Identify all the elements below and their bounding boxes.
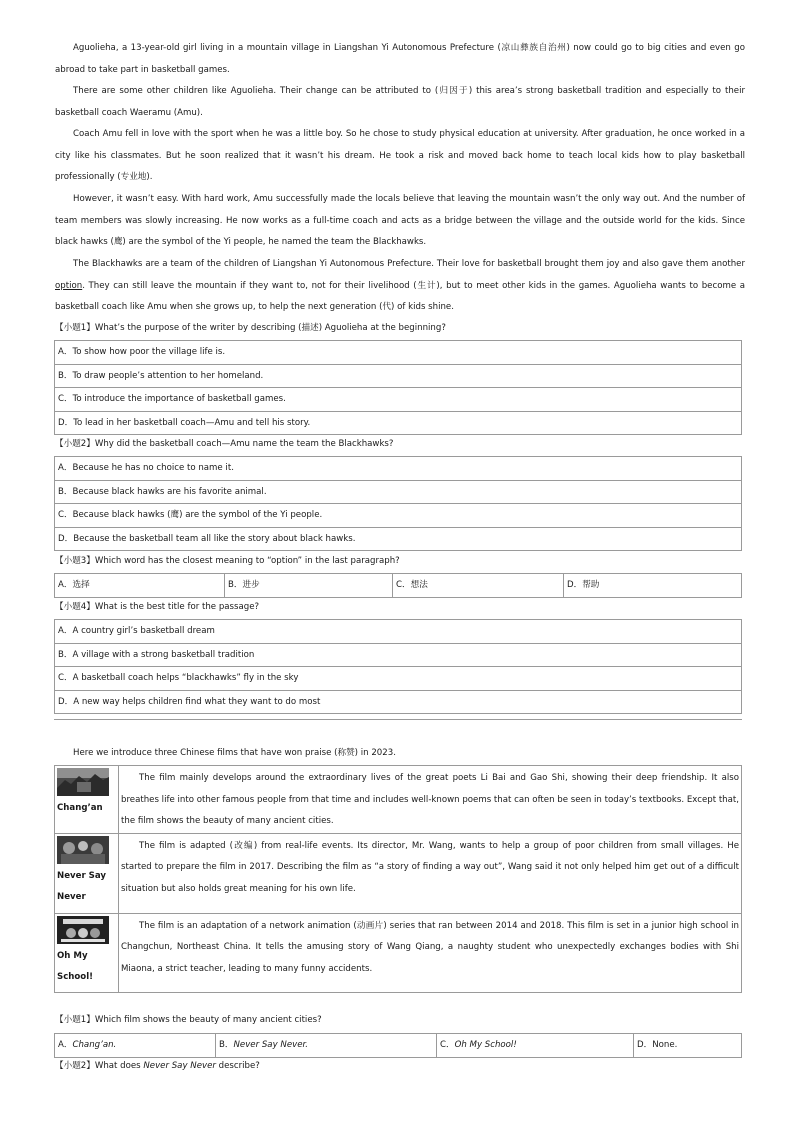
- question-1-options: [54, 340, 742, 435]
- underlined-word-option: option: [55, 280, 83, 291]
- question-3-label: 【小题3】Which word has the closest meaning to “option” in the last paragraph?: [55, 556, 400, 566]
- passage1-paragraph-4: However, it wasn’t easy. With hard work, Amu successfully made the locals believe that leaving the mountain wasn’t the only way out. And the number of team members was slowly increasing. He now works as a full-time coach and acts as a bridge between the village and the outside world for the kids. Since black hawks (鹰) are the symbol of the Yi people, he named the team the Blackhawks.: [55, 194, 745, 247]
- option-d[interactable]: D．Because the basketball team all like the story about black hawks.: [55, 527, 742, 551]
- option-a[interactable]: A．To show how poor the village life is.: [55, 341, 742, 365]
- passage1-paragraph-3: Coach Amu fell in love with the sport when he was a little boy. So he chose to study physical education at university. After graduation, he once worked in a city like his classmates. But he soon realized that it wasn’t his dream. He took a risk and moved back home to teach local kids how to play basketball professionally (专业地).: [55, 129, 745, 182]
- option-a[interactable]: A．Chang’an.: [55, 1034, 216, 1058]
- option-b[interactable]: B．Because black hawks are his favorite animal.: [55, 480, 742, 504]
- film-poster-image: [57, 836, 109, 864]
- option-c[interactable]: C．To introduce the importance of basketball games.: [55, 388, 742, 412]
- film-row: [55, 913, 742, 992]
- film-thumb-cell: [55, 766, 119, 834]
- question-4-label: 【小题4】What is the best title for the passage?: [55, 602, 260, 612]
- films-table: [54, 765, 742, 993]
- option-b[interactable]: B．Never Say Never.: [216, 1034, 437, 1058]
- film-poster-image: [57, 916, 109, 944]
- question-3-options: [54, 573, 742, 598]
- passage1-paragraph-2: There are some other children like Aguolieha. Their change can be attributed to (归因于) this area’s strong basketball tradition and especially to their basketball coach Waeramu (Amu).: [55, 86, 745, 118]
- film-row: [55, 766, 742, 834]
- film-poster-image: [57, 768, 109, 796]
- option-d[interactable]: D．A new way helps children find what they want to do most: [55, 690, 742, 714]
- question-2-label: 【小题2】Why did the basketball coach—Amu name the team the Blackhawks?: [55, 439, 394, 449]
- passage2-question-1-options: [54, 1033, 742, 1058]
- film-description: The film is adapted (改编) from real-life events. Its director, Mr. Wang, wants to help a group of poor children from small villages. He started to prepare the film in 2017. Describing the film as “a story of finding a way out”, Wang said it not only helped him get out of a difficult situation but also holds great meaning for his own life.: [119, 833, 742, 913]
- option-c[interactable]: C．A basketball coach helps “blackhawks” fly in the sky: [55, 667, 742, 691]
- passage1-paragraph-1: Aguolieha, a 13-year-old girl living in a mountain village in Liangshan Yi Autonomous Prefecture (凉山彝族自治州) now could go to big cities and even go abroad to take part in basketball games.: [55, 43, 745, 75]
- question-4-options: [54, 619, 742, 714]
- option-b[interactable]: B．To draw people’s attention to her homeland.: [55, 364, 742, 388]
- question-2-options: [54, 456, 742, 551]
- option-b[interactable]: B．进步: [225, 574, 393, 598]
- passage2-intro: Here we introduce three Chinese films that have won praise (称赞) in 2023.: [73, 748, 396, 758]
- film-name: Never Say Never: [57, 870, 107, 902]
- film-description: The film mainly develops around the extraordinary lives of the great poets Li Bai and Gao Shi, showing their deep friendship. It also breathes life into other famous people from that time and includes well-known poems that can often be seen in today’s textbooks. Except that, the film shows the beauty of many ancient cities.: [119, 766, 742, 834]
- film-row: [55, 833, 742, 913]
- passage1-paragraph-5: The Blackhawks are a team of the children of Liangshan Yi Autonomous Prefecture. Their love for basketball brought them joy and also gave them another option. They can still leave the mountain if they want to, not for their livelihood (生计), but to meet other kids in the games. Aguolieha wants to become a basketball coach like Amu when she grows up, to help the next generation (代) of kids shine.: [55, 259, 745, 312]
- option-b[interactable]: B．A village with a strong basketball tradition: [55, 643, 742, 667]
- film-name: Chang’an: [57, 803, 103, 813]
- film-thumb-cell: [55, 833, 119, 913]
- section-divider: [54, 719, 742, 720]
- film-description: The film is an adaptation of a network animation (动画片) series that ran between 2014 and 2018. This film is set in a junior high school in Changchun, Northeast China. It tells the amusing story of Wang Qiang, a naughty student who unexpectedly exchanges bodies with Shi Miaona, a strict teacher, leading to many funny accidents.: [119, 913, 742, 992]
- option-c[interactable]: C．想法: [393, 574, 564, 598]
- option-c[interactable]: C．Because black hawks (鹰) are the symbol of the Yi people.: [55, 504, 742, 528]
- option-a[interactable]: A．Because he has no choice to name it.: [55, 457, 742, 481]
- option-d[interactable]: D．To lead in her basketball coach—Amu and tell his story.: [55, 411, 742, 435]
- option-c[interactable]: C．Oh My School!: [437, 1034, 634, 1058]
- question-1-label: 【小题1】What’s the purpose of the writer by describing (描述) Aguolieha at the beginning?: [55, 323, 446, 333]
- film-name: Oh My School!: [57, 950, 94, 982]
- passage2-question-2-label: 【小题2】What does Never Say Never describe?: [55, 1061, 260, 1071]
- passage2-question-1-label: 【小题1】Which film shows the beauty of many ancient cities?: [55, 1015, 322, 1025]
- option-a[interactable]: A．选择: [55, 574, 225, 598]
- option-d[interactable]: D．帮助: [564, 574, 742, 598]
- film-thumb-cell: [55, 913, 119, 992]
- option-d[interactable]: D．None.: [634, 1034, 742, 1058]
- option-a[interactable]: A．A country girl’s basketball dream: [55, 620, 742, 644]
